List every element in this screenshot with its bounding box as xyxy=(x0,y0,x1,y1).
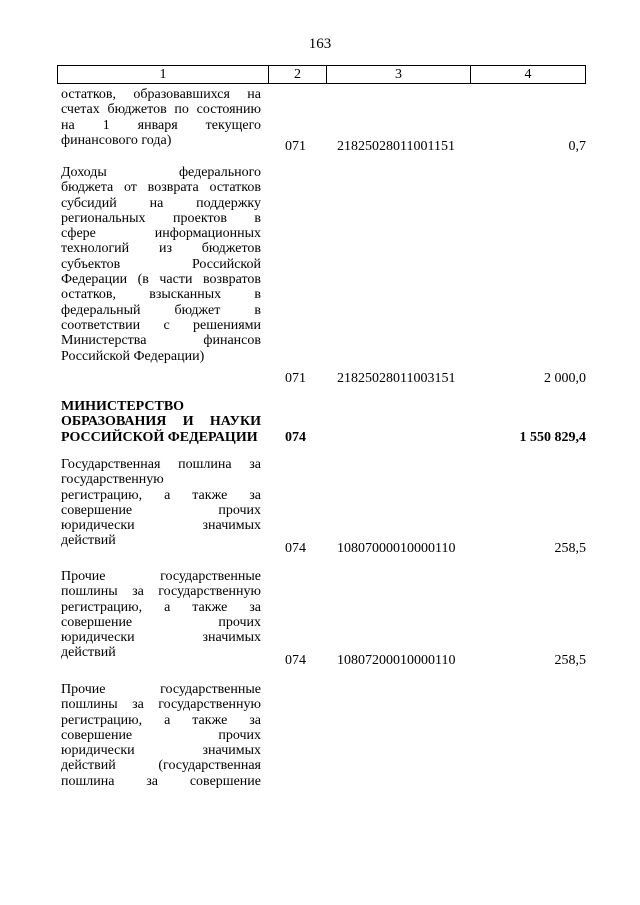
name-line: совершение прочих xyxy=(61,502,261,518)
amount: 0,7 xyxy=(568,139,586,154)
name-line: государственную xyxy=(61,472,164,488)
name-line: региональных проектов в xyxy=(61,210,261,226)
kbk-code: 10807200010000110 xyxy=(337,653,456,668)
row-name xyxy=(61,569,261,661)
name-line: совершение прочих xyxy=(61,614,261,630)
admin-code: 074 xyxy=(285,541,306,556)
name-line: Прочие государственные xyxy=(61,682,261,697)
name-line: регистрацию, а также за xyxy=(61,487,261,503)
admin-code: 074 xyxy=(285,430,306,445)
name-line: пошлины за государственную xyxy=(61,697,261,713)
name-line: Государственная пошлина за xyxy=(61,457,261,472)
name-line: Доходы федерального xyxy=(61,165,261,180)
name-line: действий xyxy=(61,533,116,549)
kbk-code: 21825028011001151 xyxy=(337,139,455,154)
name-line: технологий из бюджетов xyxy=(61,241,261,257)
name-line: совершение прочих xyxy=(61,727,261,743)
name-line: финансового года) xyxy=(61,132,172,148)
kbk-code: 10807000010000110 xyxy=(337,541,456,556)
name-line: пошлины за государственную xyxy=(61,584,261,600)
name-line: Федерации (в части возвратов xyxy=(61,272,261,288)
name-line: остатков, взысканных в xyxy=(61,287,261,303)
name-line: Прочие государственные xyxy=(61,569,261,584)
header-col-3: 3 xyxy=(327,66,471,83)
header-col-4: 4 xyxy=(524,67,532,82)
name-line: бюджета от возврата остатков xyxy=(61,180,261,196)
name-line: на 1 января текущего xyxy=(61,117,261,133)
kbk-code: 21825028011003151 xyxy=(337,371,456,386)
name-line: юридически значимых xyxy=(61,630,261,646)
admin-code: 074 xyxy=(285,653,306,668)
name-line: юридически значимых xyxy=(61,518,261,534)
name-line: ОБРАЗОВАНИЯ И НАУКИ xyxy=(61,414,261,430)
name-line: сфере информационных xyxy=(61,226,261,242)
name-line: действий xyxy=(61,645,116,661)
name-line: регистрацию, а также за xyxy=(61,599,261,615)
name-line: соответствии с решениями xyxy=(61,317,261,333)
name-line: регистрацию, а также за xyxy=(61,712,261,728)
name-line: РОССИЙСКОЙ ФЕДЕРАЦИИ xyxy=(61,429,258,445)
name-line: субъектов Российской xyxy=(61,256,261,272)
amount: 1 550 829,4 xyxy=(519,430,586,445)
table-header xyxy=(57,65,586,84)
row-name xyxy=(61,682,261,789)
row-name xyxy=(61,165,261,364)
name-line: субсидий на поддержку xyxy=(61,195,261,211)
name-line: МИНИСТЕРСТВО xyxy=(61,399,185,414)
amount: 2 000,0 xyxy=(544,371,586,386)
admin-code: 071 xyxy=(285,139,306,154)
name-line: действий (государственная xyxy=(61,758,261,774)
row-name xyxy=(61,457,261,549)
header-col-1: 1 xyxy=(58,66,269,83)
name-line: федеральный бюджет в xyxy=(61,302,261,318)
amount: 258,5 xyxy=(554,653,586,668)
name-line: Российской Федерации) xyxy=(61,348,205,364)
name-line: юридически значимых xyxy=(61,743,261,759)
row-name xyxy=(61,399,261,445)
page-number: 163 xyxy=(308,36,332,52)
name-line: остатков, образовавшихся на xyxy=(61,87,261,102)
amount: 258,5 xyxy=(554,541,586,556)
header-col-2: 2 xyxy=(269,66,327,83)
admin-code: 071 xyxy=(285,371,306,386)
row-name xyxy=(61,87,261,148)
name-line: Министерства финансов xyxy=(61,333,261,349)
name-line: счетах бюджетов по состоянию xyxy=(61,102,261,118)
name-line: пошлина за совершение xyxy=(61,773,261,789)
